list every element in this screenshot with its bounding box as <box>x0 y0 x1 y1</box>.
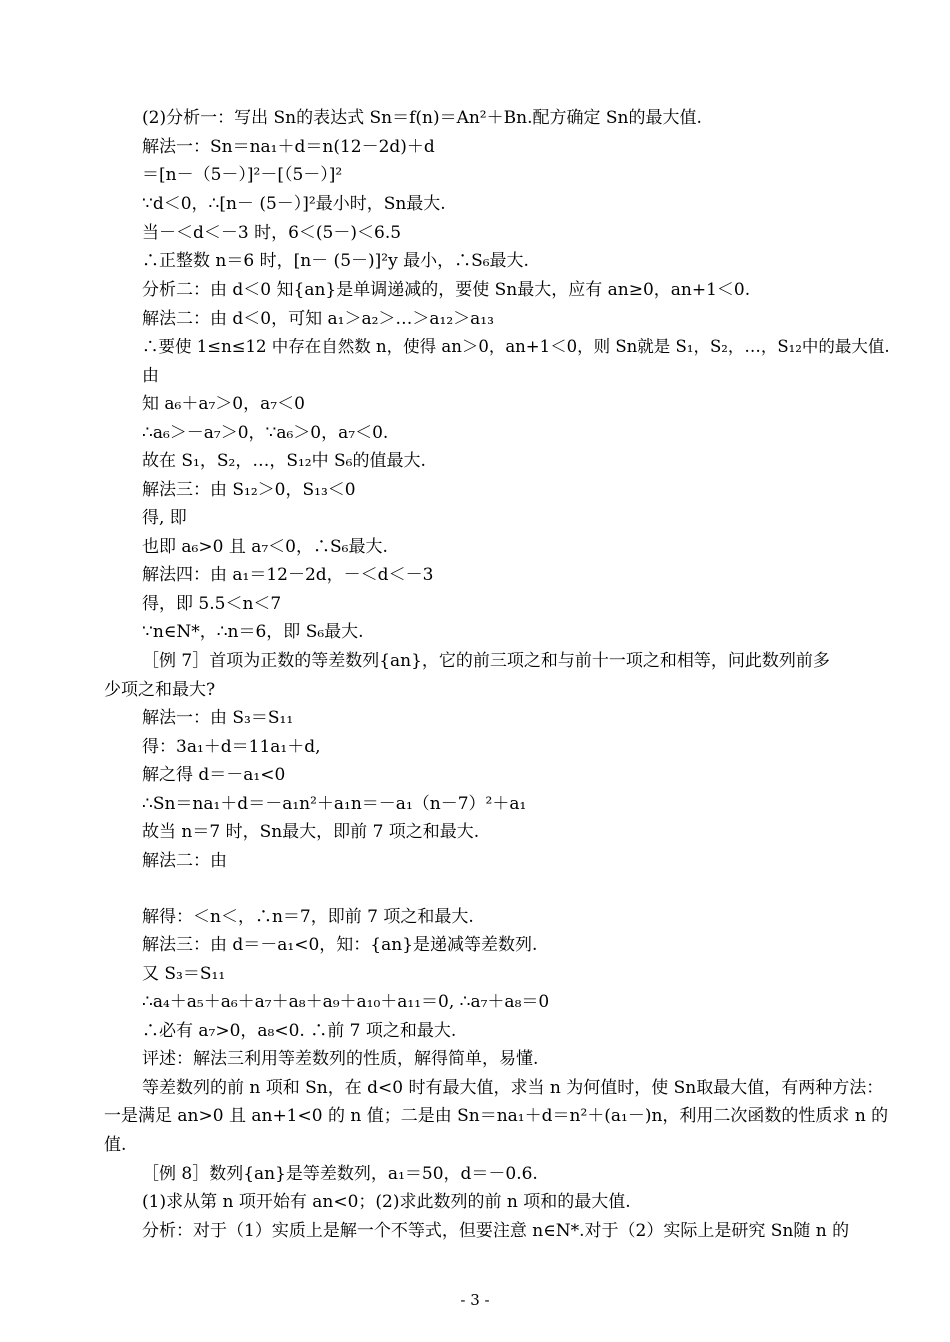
text-line: ∴必有 a₇>0，a₈<0. ∴前 7 项之和最大. <box>142 1021 457 1041</box>
text-line: 知 a₆＋a₇＞0，a₇＜0 <box>142 394 305 414</box>
text-line: (1)求从第 n 项开始有 an<0；(2)求此数列的前 n 项和的最大值. <box>142 1192 631 1212</box>
text-line: 解法四：由 a₁＝12－2d，－＜d＜－3 <box>142 565 434 585</box>
text-line: ∵n∈N*，∴n＝6，即 S₆最大. <box>142 622 364 642</box>
text-line: 故在 S₁，S₂，…，S₁₂中 S₆的值最大. <box>142 451 426 471</box>
text-line: (2)分析一：写出 Sn的表达式 Sn＝f(n)＝An²＋Bn.配方确定 Sn的最大值. <box>142 108 702 128</box>
text-line: 当－＜d＜－3 时，6＜(5－)＜6.5 <box>142 223 402 243</box>
text-line: ∴要使 1≤n≤12 中存在自然数 n，使得 an＞0，an+1＜0，则 Sn就是 S₁，S₂，…，S₁₂中的最大值. <box>142 337 890 356</box>
text-line: ∴正整数 n＝6 时，[n－ (5－)]²y 最小，∴S₆最大. <box>142 251 529 271</box>
text-line: 解法三：由 d＝－a₁<0，知：{an}是递减等差数列. <box>142 935 538 955</box>
text-line: 得, 即 <box>142 508 187 528</box>
text-line: 等差数列的前 n 项和 Sn，在 d<0 时有最大值，求当 n 为何值时，使 Sn取最大值，有两种方法： <box>142 1078 884 1098</box>
text-line: 少项之和最大? <box>104 680 216 700</box>
text-line: ∴a₄＋a₅＋a₆＋a₇＋a₈＋a₉＋a₁₀＋a₁₁＝0, ∴a₇＋a₈＝0 <box>142 992 550 1012</box>
text-line: ＝[n－（5－）]²－[（5－）]² <box>142 165 343 185</box>
text-line: 又 S₃＝S₁₁ <box>142 964 226 984</box>
text-line: 解法一：由 S₃＝S₁₁ <box>142 708 294 728</box>
text-line: ∵d＜0，∴[n－ (5－）]²最小时，Sn最大. <box>142 194 446 214</box>
page-number: - 3 - <box>460 1291 490 1309</box>
text-line: 解得：＜n＜，∴n＝7，即前 7 项之和最大. <box>142 907 474 927</box>
text-line: 分析二：由 d＜0 知{an}是单调递减的，要使 Sn最大，应有 an≥0，an+1＜0. <box>142 280 751 300</box>
text-line: 解法二：由 d＜0，可知 a₁＞a₂＞…＞a₁₂＞a₁₃ <box>142 309 494 329</box>
text-line: 得：3a₁＋d＝11a₁＋d, <box>142 737 321 757</box>
text-line: 一是满足 an>0 且 an+1<0 的 n 值；二是由 Sn＝na₁＋d＝n²＋(a₁－)n，利用二次函数的性质求 n 的 <box>104 1106 889 1126</box>
text-line: ∴a₆＞－a₇＞0，∵a₆＞0，a₇＜0. <box>142 423 389 443</box>
text-line: 解法一：Sn＝na₁＋d＝n(12－2d)＋d <box>142 137 435 157</box>
text-line: 解法二：由 <box>142 851 227 871</box>
text-line: 由 <box>142 366 159 386</box>
text-line: 评述：解法三利用等差数列的性质，解得简单，易懂. <box>142 1049 539 1069</box>
text-line: 解法三：由 S₁₂＞0，S₁₃＜0 <box>142 480 356 500</box>
text-line: 也即 a₆>0 且 a₇＜0，∴S₆最大. <box>142 537 388 557</box>
example-heading: ［例 8］数列{an}是等差数列，a₁＝50，d＝－0.6. <box>142 1164 538 1184</box>
text-line: 解之得 d＝－a₁<0 <box>142 765 286 785</box>
text-line: ∴Sn＝na₁＋d＝－a₁n²＋a₁n＝－a₁（n－7）²＋a₁ <box>142 794 527 814</box>
text-line: 得，即 5.5＜n＜7 <box>142 594 282 614</box>
text-line: 故当 n＝7 时，Sn最大，即前 7 项之和最大. <box>142 822 480 842</box>
text-line: 值. <box>104 1135 127 1155</box>
text-line: 分析：对于（1）实质上是解一个不等式，但要注意 n∈N*.对于（2）实际上是研究 Sn随 n 的 <box>142 1221 850 1241</box>
example-heading: ［例 7］首项为正数的等差数列{an}，它的前三项之和与前十一项之和相等，问此数列前多 <box>142 651 830 671</box>
